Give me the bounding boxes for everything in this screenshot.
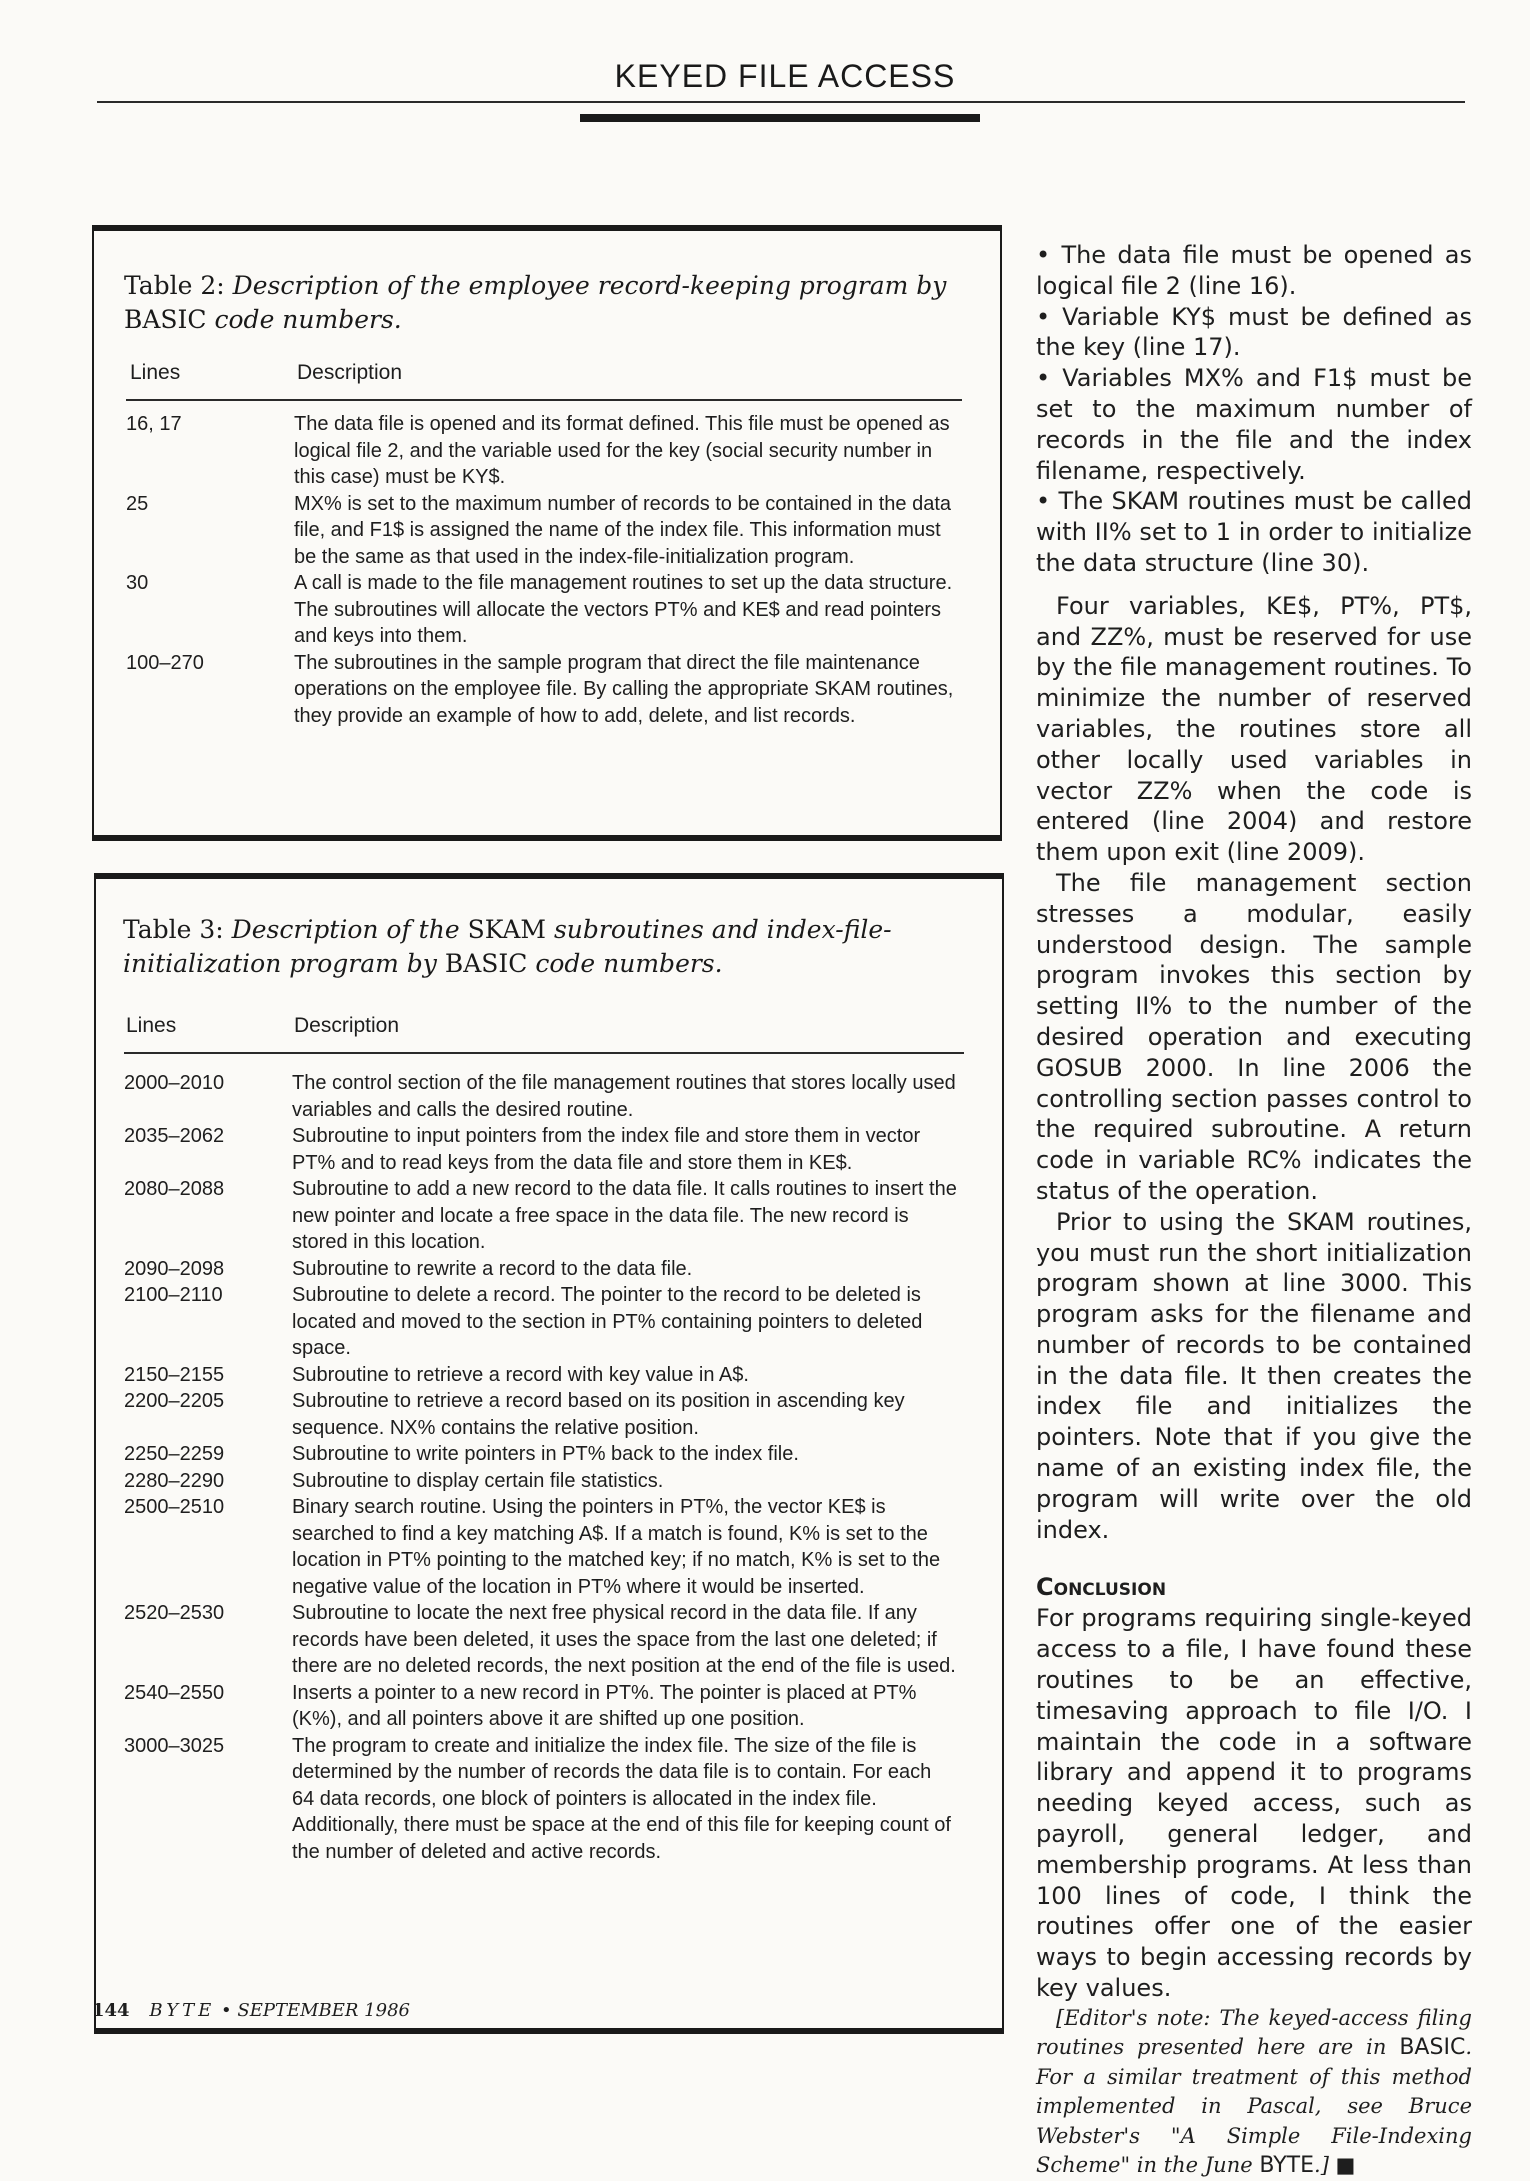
row-lines: 2280–2290 [124, 1469, 225, 1492]
row-description: The data file is opened and its format defined. This file must be opened as logical file 2, and the variable used for the key (social security number in this case) must be KY$. [294, 413, 950, 488]
row-description: Subroutine to retrieve a record with key value in A$. [292, 1363, 749, 1386]
table-3-caption-text-a: Description of the [231, 915, 468, 944]
table-row [124, 1176, 958, 1256]
table-3-col-lines-header: Lines [126, 1014, 177, 1037]
row-lines: 2000–2010 [124, 1072, 225, 1094]
row-lines: 25 [126, 492, 149, 515]
page-number: 144 [92, 2000, 130, 2021]
table-2-caption-text-c: code numbers. [206, 305, 402, 334]
table-2-caption [124, 269, 954, 337]
table-row [124, 1441, 958, 1468]
row-lines: 16, 17 [126, 413, 182, 435]
table-row [124, 1070, 958, 1123]
row-lines: 3000–3025 [124, 1734, 225, 1757]
row-description: Subroutine to display certain file statistics. [292, 1469, 664, 1492]
magazine-name: BYTE [149, 2000, 216, 2021]
conclusion-heading: Conclusion [1036, 1573, 1167, 1602]
header-bar [580, 114, 980, 122]
table-row [124, 1123, 958, 1176]
bullet-item: • The SKAM routines must be called with II% set to 1 in order to initialize the data structure (line 30). [1036, 487, 1472, 577]
conclusion-paragraph: For programs requiring single-keyed access to a file, I have found these routines to be an effective, timesaving approach to file I/O. I maintain the code in a software library and append it to programs needing keyed access, such as payroll, general ledger, and membership programs. At less than 100 lines of code, I think the routines offer one of the easier ways to begin accessing records by key values. [1036, 1604, 1472, 2003]
bullet-item: • Variable KY$ must be defined as the key (line 17). [1036, 302, 1472, 362]
row-description: Subroutine to write pointers in PT% back to the index file. [292, 1443, 799, 1465]
footer-separator: • [221, 2000, 232, 2021]
body-paragraph: Prior to using the SKAM routines, you must run the short initialization program shown at line 3000. This program asks for the filename and number of records to be contained in the data file. It then creates the index file and initializes the pointers. Note that if you give the name of an existing index file, the program will write over the old index. [1036, 1207, 1472, 1544]
table-row [124, 1362, 958, 1389]
table-3-label: Table 3: [123, 915, 224, 944]
table-row [126, 570, 956, 650]
row-description: Subroutine to add a new record to the data file. It calls routines to insert the new pointer and locate a free space in the data file. The new record is stored in this location. [292, 1178, 957, 1253]
table-row [124, 1680, 958, 1733]
row-description: Subroutine to locate the next free physical record in the data file. If any records have been deleted, it uses the space from the last one deleted; if there are no deleted records, the next position at the end of the file is used. [292, 1602, 956, 1677]
table-2-rows [126, 411, 956, 729]
header-rule [97, 101, 1465, 103]
row-description: The subroutines in the sample program that direct the file maintenance operations on the employee file. By calling the appropriate SKAM routines, they provide an example of how to add, delete, and list records. [294, 651, 954, 727]
row-description: The program to create and initialize the index file. The size of the file is determined by the number of records the data file is to contain. For each 64 data records, one block of pointers is allocated in the index file. Additionally, there must be space at the end of this file for keeping count of the number of deleted and active records. [292, 1734, 951, 1863]
row-lines: 2250–2259 [124, 1443, 225, 1465]
row-description: Subroutine to input pointers from the index file and store them in vector PT% and to read keys from the data file and store them in KE$. [292, 1125, 921, 1174]
body-paragraph: Four variables, KE$, PT%, PT$, and ZZ%, must be reserved for use by the file management routines. To minimize the number of reserved variables, the routines store all other locally used variables in vector ZZ% when the code is entered (line 2004) and restore them upon exit (line 2009). [1036, 591, 1472, 867]
page-footer [92, 2000, 410, 2021]
table-2-caption-text-a: Description of the employee record-keeping program by [232, 271, 947, 300]
row-description: A call is made to the file management routines to set up the data structure. The subroutines will allocate the vectors PT% and KE$ and read pointers and keys into them. [294, 572, 953, 647]
editors-note-e: .] ■ [1314, 2153, 1356, 2178]
row-lines: 2080–2088 [124, 1178, 225, 1200]
table-row [124, 1256, 958, 1283]
table-row [124, 1494, 958, 1600]
table-3-header-rule [124, 1052, 964, 1054]
table-row [126, 411, 956, 491]
table-row [124, 1468, 958, 1495]
table-3-caption-text-b: SKAM [467, 915, 547, 944]
bullet-item: • The data file must be opened as logical file 2 (line 16). [1036, 241, 1472, 300]
table-2-box [92, 225, 1002, 841]
running-header-title: KEYED FILE ACCESS [614, 58, 956, 94]
row-description: Subroutine to retrieve a record based on its position in ascending key sequence. NX% contains the relative position. [292, 1390, 905, 1439]
editors-note-d: BYTE [1259, 2153, 1315, 2179]
row-description: Inserts a pointer to a new record in PT%. The pointer is placed at PT%(K%), and all pointers above it are shifted up one position. [292, 1681, 917, 1730]
table-3-caption [123, 913, 953, 981]
row-lines: 2090–2098 [124, 1257, 225, 1280]
row-lines: 30 [126, 572, 149, 594]
editors-note-c: . For a similar treatment of this method implemented in Pascal, see Bruce Webster's "A Simple File-Indexing Scheme" in the June [1036, 2035, 1472, 2178]
table-row [124, 1600, 958, 1680]
table-row [124, 1388, 958, 1441]
table-row [124, 1733, 958, 1866]
row-description: Subroutine to delete a record. The pointer to the record to be deleted is located and moved to the section in PT% containing pointers to deleted space. [292, 1284, 923, 1359]
table-row [124, 1282, 958, 1362]
row-lines: 2200–2205 [124, 1390, 225, 1412]
table-row [126, 650, 956, 730]
table-2-col-lines-header: Lines [130, 361, 181, 384]
table-3-caption-text-c: subroutines and index-file-initialization program by [123, 915, 892, 978]
row-lines: 100–270 [126, 651, 204, 674]
row-description: Subroutine to rewrite a record to the data file. [292, 1257, 693, 1280]
row-lines: 2500–2510 [124, 1496, 225, 1518]
table-row [126, 491, 956, 571]
table-3-caption-text-d: BASIC [444, 949, 528, 978]
row-description: The control section of the file management routines that stores locally used variables and calls the desired routine. [292, 1072, 956, 1121]
right-column [1036, 240, 1472, 2181]
table-2-header-rule [126, 399, 962, 401]
table-2-label: Table 2: [124, 271, 225, 300]
table-2-caption-text-b: BASIC [124, 305, 207, 334]
table-3-rows [124, 1070, 958, 1865]
body-paragraph: The file management section stresses a modular, easily understood design. The sample program invokes this section by setting II% to the number of the desired operation and executing GOSUB 2000. In line 2006 the controlling section passes control to the required subroutine. A return code in variable RC% indicates the status of the operation. [1036, 868, 1472, 1205]
editors-note-b: BASIC [1399, 2035, 1466, 2061]
row-lines: 2035–2062 [124, 1125, 225, 1147]
row-lines: 2540–2550 [124, 1681, 225, 1704]
bullet-item: • Variables MX% and F1$ must be set to the maximum number of records in the file and the index filename, respectively. [1036, 364, 1472, 485]
issue-date: SEPTEMBER 1986 [237, 2000, 410, 2021]
row-lines: 2100–2110 [124, 1284, 223, 1306]
row-lines: 2150–2155 [124, 1363, 225, 1386]
table-3-col-desc-header: Description [294, 1014, 400, 1037]
table-3-box [94, 873, 1004, 2034]
table-2-col-desc-header: Description [297, 361, 403, 384]
editors-note [1036, 2004, 1472, 2181]
table-3-caption-text-e: code numbers. [527, 949, 723, 978]
row-description: Binary search routine. Using the pointers in PT%, the vector KE$ is searched to find a key matching A$. If a match is found, K% is set to the location in PT% pointing to the matched key; if no match, K% is set to the negative value of the location in PT% where it would be inserted. [292, 1496, 941, 1598]
row-lines: 2520–2530 [124, 1602, 225, 1624]
editors-note-a: [Editor's note: The keyed-access filing routines presented here are in [1036, 2005, 1472, 2060]
row-description: MX% is set to the maximum number of records to be contained in the data file, and F1$ is assigned the name of the index file. This information must be the same as that used in the index-file-initialization program. [294, 492, 951, 568]
